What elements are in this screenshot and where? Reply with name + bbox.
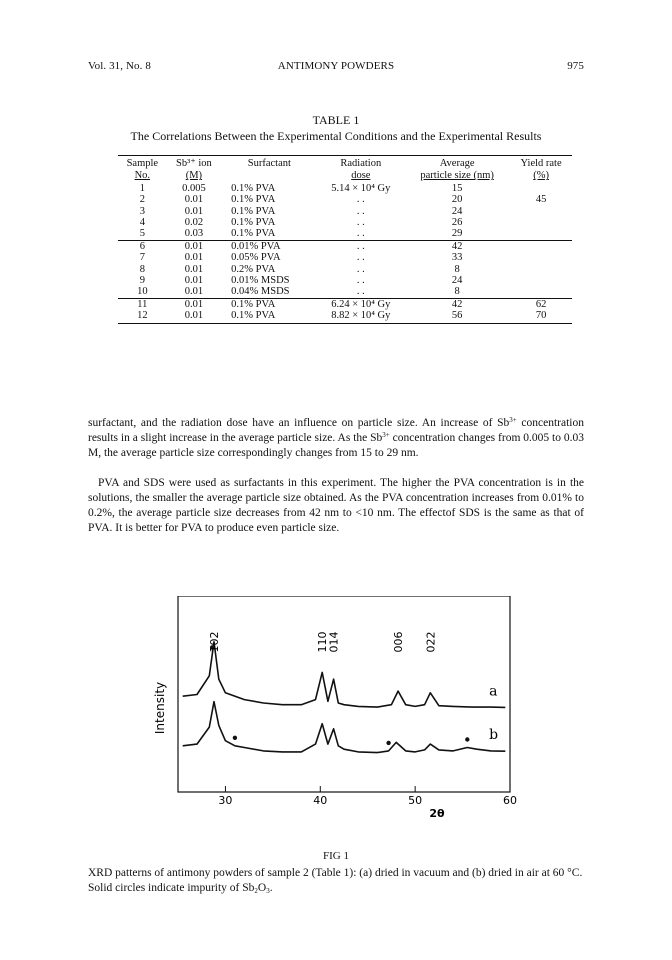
series-label-b: b	[489, 727, 499, 744]
series-line-b	[183, 702, 506, 753]
table-row	[118, 286, 572, 298]
figure-caption: XRD patterns of antimony powders of sample 2 (Table 1): (a) dried in vacuum and (b) dried in air at 60 °C. Solid circles indicate impurity of $Sb_2O_3$.	[88, 867, 583, 895]
col-dose-h1: Radiation	[318, 156, 405, 170]
table-cell: 2	[139, 194, 145, 206]
table-cell: . .	[356, 194, 365, 206]
peak-label: 006	[392, 631, 406, 653]
table-cell: 0.1% PVA	[231, 217, 276, 229]
table-cell: 6	[139, 240, 145, 252]
table-cell: 24	[451, 275, 463, 287]
impurity-dot	[465, 737, 469, 741]
table-cell	[510, 183, 572, 194]
x-tick-label: 50	[408, 794, 423, 807]
page-number: 975	[567, 60, 584, 72]
table-cell: 33	[451, 252, 463, 264]
series-line-a	[183, 642, 506, 708]
peak-label: 102	[208, 631, 222, 653]
table-cell: 56	[404, 310, 510, 323]
table-cell: 70	[510, 310, 572, 323]
table-cell: . .	[356, 263, 365, 275]
table-cell: 0.01	[184, 298, 204, 310]
figure-label: FIG 1	[323, 850, 349, 862]
table-cell	[510, 217, 572, 228]
table-cell: 7	[139, 252, 145, 264]
table-cell: 3	[139, 205, 145, 217]
x-axis-label: 2θ	[429, 807, 445, 820]
table-cell: 8	[454, 263, 460, 275]
table-cell	[510, 264, 572, 275]
table-cell	[510, 252, 572, 263]
table-cell: 45	[535, 194, 547, 206]
table-row	[118, 206, 572, 217]
xrd-chart	[150, 596, 530, 836]
xrd-figure	[150, 596, 530, 836]
table-cell: 0.03	[167, 228, 222, 240]
col-size-h1: Average	[404, 156, 510, 170]
table-cell: 8	[404, 286, 510, 298]
table-cell	[510, 240, 572, 252]
col-sample-h2: No.	[134, 170, 151, 182]
table-cell: 11	[137, 298, 148, 310]
table-cell: 0.02	[184, 217, 204, 229]
table-cell: 6.24 × 10⁴ Gy	[331, 298, 391, 310]
table-row	[118, 275, 572, 286]
table-title: The Correlations Between the Experimental Conditions and the Experimental Results	[130, 129, 542, 143]
table-cell	[510, 286, 572, 298]
table-cell: 0.2% PVA	[231, 263, 276, 275]
table-cell: 5.14 × 10⁴ Gy	[331, 182, 391, 194]
running-title: ANTIMONY POWDERS	[277, 60, 395, 72]
col-ion-h2: (M)	[185, 170, 203, 182]
table-cell: 26	[451, 217, 463, 229]
table-cell: 8	[139, 263, 145, 275]
volume-issue: Vol. 31, No. 8	[88, 60, 151, 72]
table-row	[118, 298, 572, 310]
table-cell	[510, 275, 572, 286]
x-tick-label: 60	[503, 794, 517, 807]
table-cell: . .	[356, 275, 365, 287]
table-cell	[510, 228, 572, 240]
table-row	[118, 252, 572, 263]
table-cell: 12	[118, 310, 167, 323]
col-yield-h1: Yield rate	[510, 156, 572, 170]
table-row	[118, 240, 572, 252]
table-cell: 0.1% PVA	[231, 205, 276, 217]
table-cell: . .	[356, 240, 365, 252]
peak-label: 022	[424, 631, 438, 653]
table-row	[118, 194, 572, 205]
table-cell: . .	[318, 228, 405, 240]
table-cell: 0.01	[167, 286, 222, 298]
table-cell: 0.01	[184, 263, 204, 275]
impurity-dot	[386, 741, 390, 745]
table-cell: . .	[356, 205, 365, 217]
table-cell: 0.01	[167, 310, 222, 323]
peak-label: 110	[316, 631, 330, 653]
y-axis-label: Intensity	[153, 681, 167, 735]
table-cell: 0.01	[184, 240, 204, 252]
table-cell: 0.1% PVA	[231, 182, 276, 194]
series-label-a: a	[489, 683, 498, 700]
table-row	[118, 310, 572, 323]
col-surfactant: Surfactant	[221, 156, 317, 183]
running-header	[88, 60, 584, 76]
table-cell: 0.01	[184, 194, 204, 206]
table-cell: 0.1% PVA	[231, 298, 276, 310]
table-cell: 29	[404, 228, 510, 240]
peak-label: 014	[327, 631, 341, 653]
table-cell: 10	[118, 286, 167, 298]
x-tick-label: 30	[218, 794, 233, 807]
col-ion-h1: Sb³⁺ ion	[167, 156, 222, 170]
table-cell: 4	[139, 217, 145, 229]
table-row	[118, 183, 572, 194]
table-cell: 0.1% PVA	[221, 228, 317, 240]
table-cell: 42	[451, 298, 463, 310]
body-paragraph-1: surfactant, and the radiation dose have an influence on particle size. An increase of $Sb^{3+}$ concentration results in a slight increase in the average particle size. As the $Sb^{3+}$ concentration changes from 0.005 to 0.03 M, the average particle size correspondingly changes from 15 to 29 nm.	[88, 416, 585, 459]
table-label: TABLE 1	[312, 113, 360, 127]
table-row	[118, 217, 572, 228]
table-cell: 0.01	[184, 205, 204, 217]
table-cell: 0.01	[184, 275, 204, 287]
table-cell: 0.01% PVA	[231, 240, 281, 252]
table-cell: 62	[535, 298, 547, 310]
table-cell: 42	[451, 240, 463, 252]
table-row	[118, 228, 572, 240]
table-cell: . .	[356, 217, 365, 229]
table-cell: 0.01	[184, 252, 204, 264]
table-cell: 0.1% PVA	[231, 194, 276, 206]
table-cell: 15	[451, 182, 463, 194]
table-cell: 20	[451, 194, 463, 206]
table-cell: 0.005	[182, 182, 206, 194]
table-body	[118, 183, 572, 323]
results-table	[118, 155, 572, 324]
table-cell: 0.05% PVA	[231, 252, 281, 264]
table-cell: 8.82 × 10⁴ Gy	[318, 310, 405, 323]
table-cell: . .	[356, 252, 365, 264]
col-dose-h2: dose	[351, 170, 371, 182]
table-cell: 9	[139, 275, 145, 287]
col-sample-h1: Sample	[118, 156, 167, 170]
col-size-h2: particle size (nm)	[420, 170, 494, 182]
table-row	[118, 264, 572, 275]
col-yield-h2: (%)	[533, 170, 549, 182]
table-cell: . .	[318, 286, 405, 298]
table-cell: 24	[451, 205, 463, 217]
table-cell: 0.04% MSDS	[221, 286, 317, 298]
table-cell: 1	[139, 182, 145, 194]
table-cell	[510, 206, 572, 217]
table-cell: 0.1% PVA	[221, 310, 317, 323]
impurity-dot	[233, 736, 237, 740]
body-paragraph-2: PVA and SDS were used as surfactants in this experiment. The higher the PVA concentration is in the solutions, the smaller the average particle size obtained. As the PVA concentration increases from 0.01% to 0.2%, the average particle size decreases from 42 nm to <10 nm. The effectof SDS is the same as that of PVA. It is better for PVA to produce even particle size.	[88, 477, 584, 534]
x-tick-label: 40	[313, 794, 328, 807]
table-cell: 0.01% MSDS	[231, 275, 290, 287]
table-cell: 5	[118, 228, 167, 240]
